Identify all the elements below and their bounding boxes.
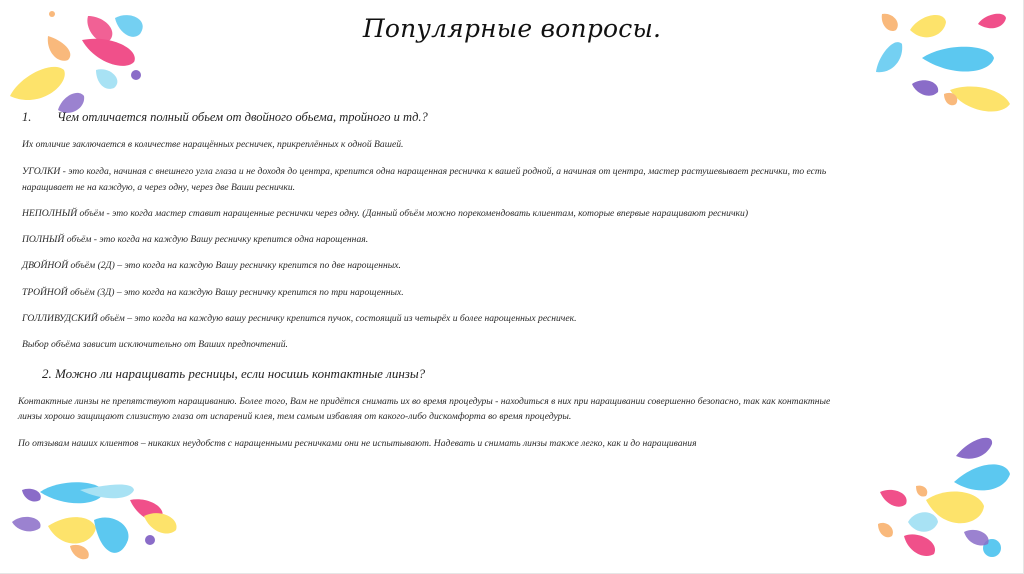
splash-drop — [878, 523, 893, 537]
splash-drop — [964, 530, 989, 546]
question-1-number: 1. — [22, 110, 32, 124]
splash-drop — [10, 67, 65, 100]
splash-drop — [904, 534, 935, 556]
answer-2-paragraph: линзы хорошо защищают слизистую глаза от испарений клея, тем самым избавляя от какого-либо дискомфорта во время процедуры. — [18, 411, 572, 422]
decorative-splash-bottom-right — [860, 430, 1024, 574]
question-1-heading — [22, 110, 428, 125]
splash-dot — [131, 70, 141, 80]
decorative-splash-bottom-left — [0, 450, 200, 574]
splash-drop — [48, 517, 96, 543]
answer-1-paragraph: ДВОЙНОЙ объём (2Д) – это когда на каждую Вашу ресничку крепится по две нарощенных. — [22, 260, 401, 271]
answer-2-paragraph: По отзывам наших клиентов – никаких неудобств с наращенными ресничками они не испытывают. Надевать и снимать линзы также легко, как и до наращивания — [18, 438, 697, 449]
answer-1-paragraph: Выбор объёма зависит исключительно от Ваших предпочтений. — [22, 339, 288, 350]
splash-drop — [94, 517, 128, 552]
splash-drop — [12, 517, 41, 532]
splash-drop — [954, 464, 1010, 490]
splash-drop — [96, 69, 117, 89]
answer-2-paragraph: Контактные линзы не препятствуют наращиванию. Более того, Вам не придётся снимать их во время процедуры - находиться в них при наращивании совершенно безопасно, так как контактные — [18, 396, 831, 407]
splash-drop — [916, 486, 927, 497]
answer-1-paragraph: наращивает не на каждую, а через одну, через две Ваши реснички. — [22, 182, 296, 193]
answer-1-paragraph: ТРОЙНОЙ объём (3Д) – это когда на каждую Вашу ресничку крепится по три нарощенных. — [22, 287, 404, 298]
splash-drop — [956, 438, 992, 459]
splash-drop — [912, 80, 938, 95]
answer-1-paragraph: ПОЛНЫЙ объём - это когда на каждую Вашу ресничку крепится одна нарощенная. — [22, 234, 369, 245]
splash-drop — [880, 490, 907, 507]
splash-drop — [70, 545, 89, 559]
answer-1-paragraph: ГОЛЛИВУДСКИЙ объём – это когда на каждую вашу ресничку крепится пучок, состоящий из четырёх и более нарощенных ресничек. — [22, 313, 577, 324]
answer-1-paragraph: УГОЛКИ - это когда, начиная с внешнего угла глаза и не доходя до центра, крепится одна наращенная ресничка к вашей родной, а начиная от центра, мастер растушевывает реснички, то есть — [22, 166, 827, 177]
splash-drop — [876, 42, 902, 72]
splash-dot — [145, 535, 155, 545]
question-2-heading: 2. Можно ли наращивать ресницы, если носишь контактные линзы? — [42, 366, 426, 381]
page-title: Популярные вопросы. — [362, 14, 662, 43]
answer-1-paragraph: НЕПОЛНЫЙ объём - это когда мастер ставит наращенные реснички через одну. (Данный объём можно порекомендовать клиентам, которые впервые наращивают реснички) — [22, 208, 749, 219]
answer-1-paragraph: Их отличие заключается в количестве наращённых ресничек, прикреплённых к одной Вашей. — [22, 139, 404, 150]
splash-drop — [908, 512, 938, 532]
question-1-text: Чем отличается полный обьем от двойного обьема, тройного и тд.? — [57, 110, 428, 124]
splash-drop — [22, 489, 41, 502]
splash-drop — [144, 513, 177, 533]
splash-drop — [922, 47, 994, 72]
splash-drop — [950, 86, 1010, 111]
